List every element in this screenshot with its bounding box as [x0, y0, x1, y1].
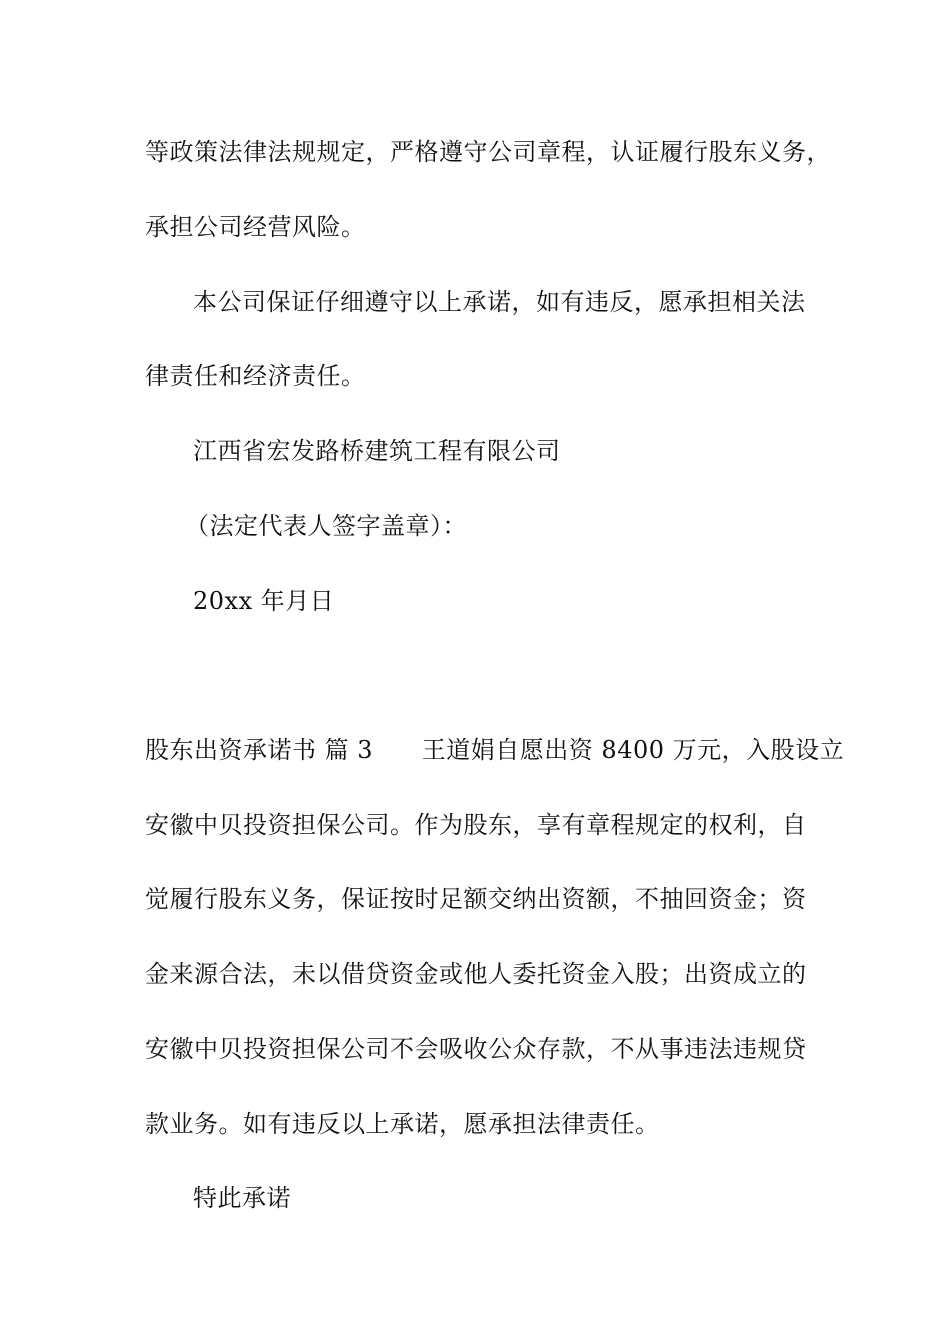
section3-line1: 股东出资承诺书 篇 3 王道娟自愿出资 8400 万元，入股设立 — [145, 736, 845, 764]
section3-line5: 安徽中贝投资担保公司不会吸收公众存款，不从事违法违规贷 — [145, 1035, 807, 1063]
company-name: 江西省宏发路桥建筑工程有限公司 — [193, 437, 561, 465]
section3-line3: 觉履行股东义务，保证按时足额交纳出资额，不抽回资金；资 — [145, 885, 807, 913]
section3-line2: 安徽中贝投资担保公司。作为股东，享有章程规定的权利，自 — [145, 811, 807, 839]
signature-label: （法定代表人签字盖章）： — [185, 512, 467, 540]
paragraph1-line2: 承担公司经营风险。 — [145, 213, 366, 241]
section3-line6: 款业务。如有违反以上承诺，愿承担法律责任。 — [145, 1110, 660, 1138]
paragraph2-line2: 律责任和经济责任。 — [145, 362, 366, 390]
paragraph1-line1: 等政策法律法规规定，严格遵守公司章程，认证履行股东义务， — [145, 138, 831, 166]
paragraph2-line1: 本公司保证仔细遵守以上承诺，如有违反，愿承担相关法 — [193, 288, 806, 316]
closing-text: 特此承诺 — [193, 1184, 291, 1212]
date-line: 20xx 年月日 — [193, 587, 335, 615]
section3-line4: 金来源合法，未以借贷资金或他人委托资金入股；出资成立的 — [145, 960, 807, 988]
